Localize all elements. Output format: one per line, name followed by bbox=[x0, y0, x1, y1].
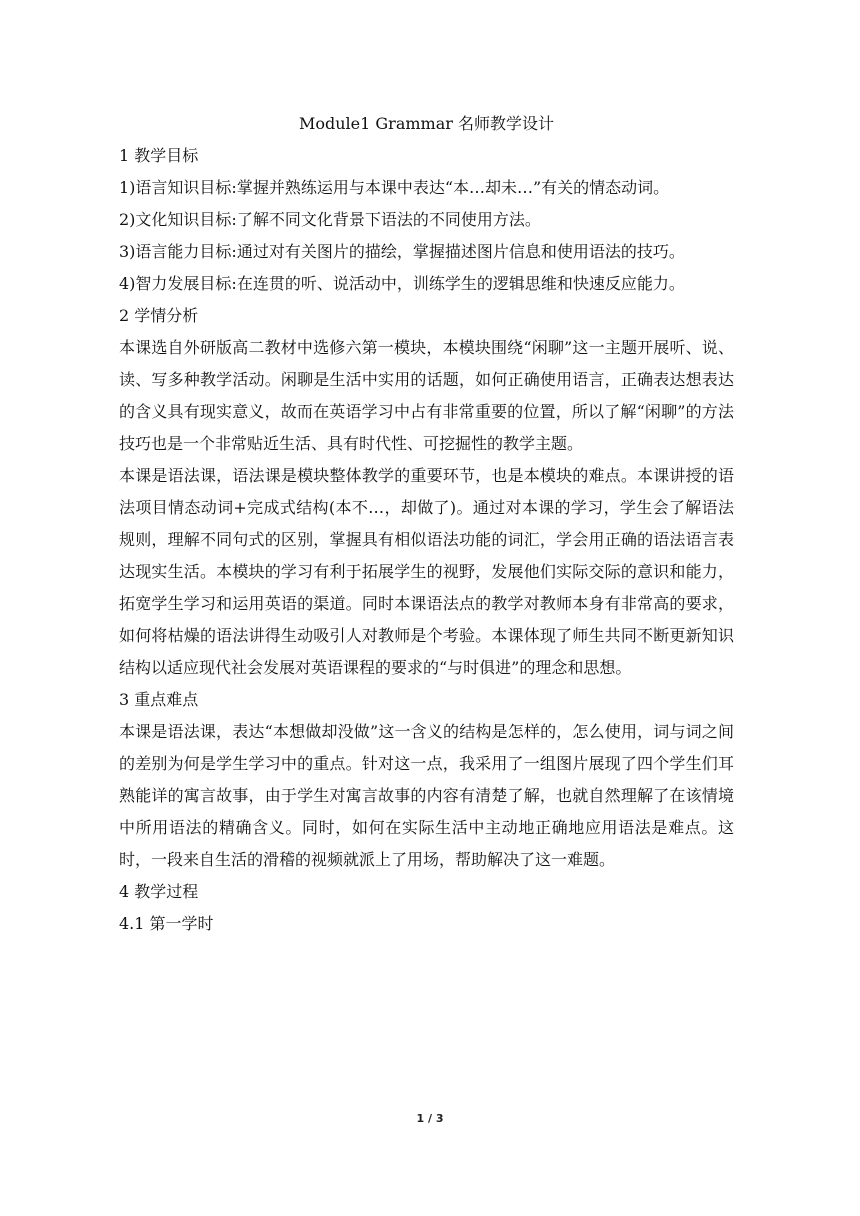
section-heading-key-points: 3 重点难点 bbox=[119, 690, 199, 709]
objective-item: 1)语言知识目标:掌握并熟练运用与本课中表达“本…却未…”有关的情态动词。 bbox=[119, 178, 670, 197]
objective-item: 2)文化知识目标:了解不同文化背景下语法的不同使用方法。 bbox=[119, 210, 541, 229]
analysis-paragraph: 本课是语法课，语法课是模块整体教学的重要环节，也是本模块的难点。本课讲授的语法项目情态动词+完成式结构(本不…，却做了)。通过对本课的学习，学生会了解语法规则，理解不同句式的区别，掌握具有相似语法功能的词汇，学会用正确的语法语言表达现实生活。本模块的学习有利于拓展学生的视野，发展他们实际交际的意识和能力，拓宽学生学习和运用英语的渠道。同时本课语法点的教学对教师本身有非常高的要求，如何将枯燥的语法讲得生动吸引人对教师是个考验。本课体现了师生共同不断更新知识结构以适应现代社会发展对英语课程的要求的“与时俱进”的理念和思想。 bbox=[119, 466, 734, 677]
analysis-paragraph: 本课选自外研版高二教材中选修六第一模块，本模块围绕“闲聊”这一主题开展听、说、读、写多种教学活动。闲聊是生活中实用的话题，如何正确使用语言，正确表达想表达的含义具有现实意义，故而在英语学习中占有非常重要的位置，所以了解“闲聊”的方法技巧也是一个非常贴近生活、具有时代性、可挖掘性的教学主题。 bbox=[119, 338, 734, 453]
section-heading-process: 4 教学过程 bbox=[119, 882, 199, 901]
section-heading-analysis: 2 学情分析 bbox=[119, 306, 199, 325]
document-title: Module1 Grammar 名师教学设计 bbox=[298, 114, 554, 133]
subsection-heading-first-lesson: 4.1 第一学时 bbox=[119, 914, 214, 933]
objective-item: 3)语言能力目标:通过对有关图片的描绘，掌握描述图片信息和使用语法的技巧。 bbox=[119, 242, 685, 261]
key-points-paragraph: 本课是语法课，表达“本想做却没做”这一含义的结构是怎样的，怎么使用，词与词之间的差别为何是学生学习中的重点。针对这一点，我采用了一组图片展现了四个学生们耳熟能详的寓言故事，由于学生对寓言故事的内容有清楚了解，也就自然理解了在该情境中所用语法的精确含义。同时，如何在实际生活中主动地正确地应用语法是难点。这时，一段来自生活的滑稽的视频就派上了用场，帮助解决了这一难题。 bbox=[119, 722, 734, 869]
objective-item: 4)智力发展目标:在连贯的听、说活动中，训练学生的逻辑思维和快速反应能力。 bbox=[119, 274, 685, 293]
section-heading-objectives: 1 教学目标 bbox=[119, 146, 199, 165]
page-number: 1 / 3 bbox=[416, 1112, 444, 1125]
